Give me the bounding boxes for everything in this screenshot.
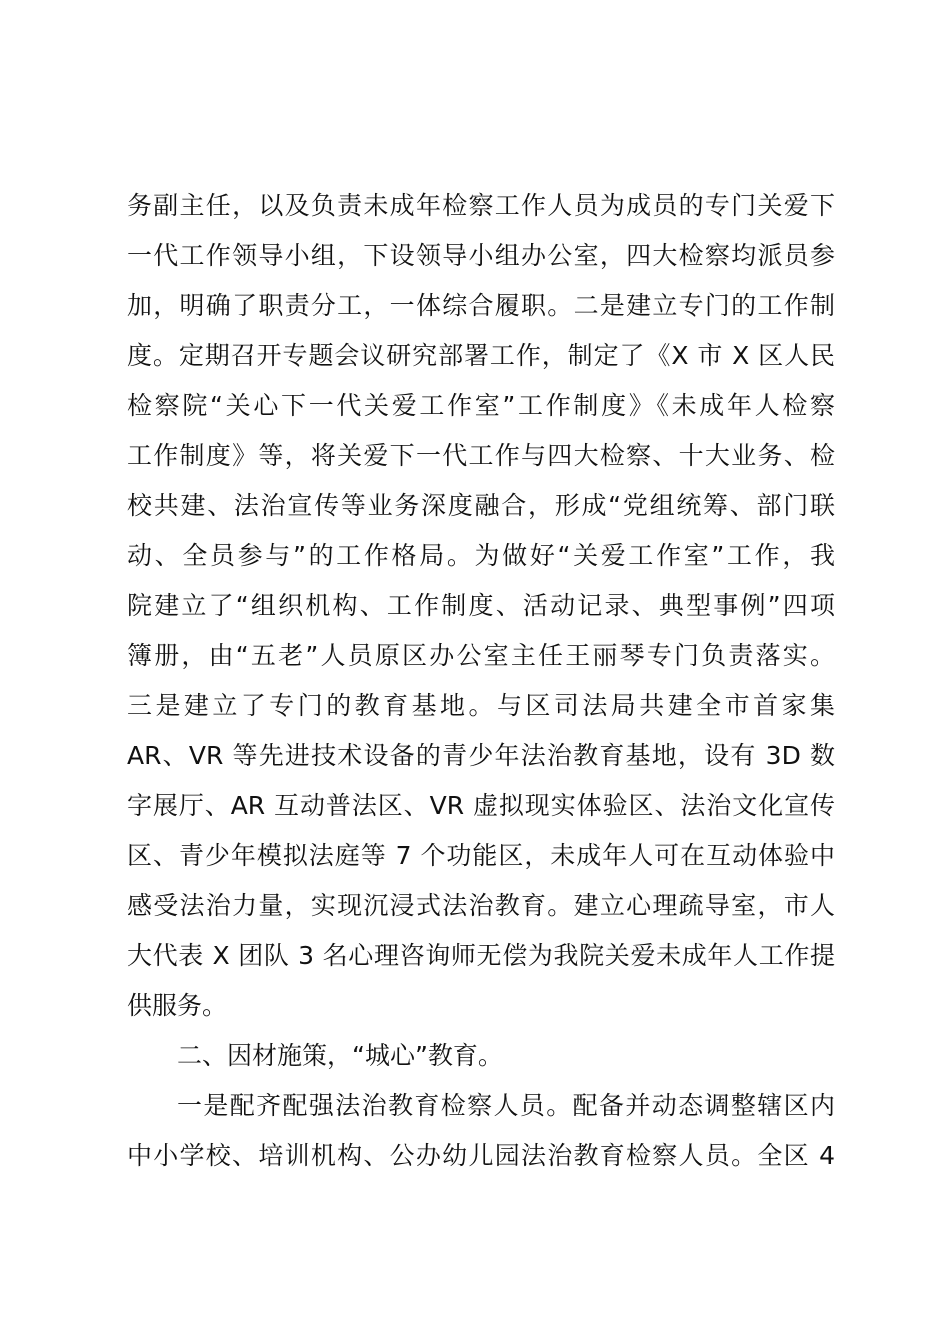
text-line: 字展厅、AR 互动普法区、VR 虚拟现实体验区、法治文化宣传 — [127, 791, 835, 820]
text-line: 感受法治力量，实现沉浸式法治教育。建立心理疏导室，市人 — [127, 891, 835, 920]
text-line: 院建立了“组织机构、工作制度、活动记录、典型事例”四项 — [127, 591, 835, 620]
text-line: 务副主任，以及负责未成年检察工作人员为成员的专门关爱下 — [127, 191, 835, 220]
text-line: AR、VR 等先进技术设备的青少年法治教育基地，设有 3D 数 — [127, 741, 835, 770]
text-line: 工作制度》等，将关爱下一代工作与四大检察、十大业务、检 — [127, 441, 835, 470]
text-line: 度。定期召开专题会议研究部署工作，制定了《X 市 X 区人民 — [127, 341, 835, 370]
text-line: 供服务。 — [127, 991, 228, 1020]
text-line: 三是建立了专门的教育基地。与区司法局共建全市首家集 — [127, 691, 835, 720]
heading-line: 二、因材施策，“城心”教育。 — [177, 1041, 503, 1070]
text-line: 中小学校、培训机构、公办幼儿园法治教育检察人员。全区 4 — [127, 1141, 835, 1170]
section-heading — [127, 1031, 835, 1081]
paragraph-3 — [127, 1081, 835, 1181]
text-line: 动、全员参与”的工作格局。为做好“关爱工作室”工作，我 — [127, 541, 835, 570]
text-line: 大代表 X 团队 3 名心理咨询师无偿为我院关爱未成年人工作提 — [127, 941, 835, 970]
text-line: 一是配齐配强法治教育检察人员。配备并动态调整辖区内 — [177, 1091, 835, 1120]
text-line: 加，明确了职责分工，一体综合履职。二是建立专门的工作制 — [127, 291, 835, 320]
text-line: 区、青少年模拟法庭等 7 个功能区，未成年人可在互动体验中 — [127, 841, 835, 870]
text-line: 校共建、法治宣传等业务深度融合，形成“党组统筹、部门联 — [127, 491, 835, 520]
text-line: 一代工作领导小组，下设领导小组办公室，四大检察均派员参 — [127, 241, 835, 270]
paragraph-1 — [127, 181, 835, 1031]
text-line: 检察院“关心下一代关爱工作室”工作制度》《未成年人检察 — [127, 391, 835, 420]
document-page — [127, 181, 835, 1181]
text-line: 簿册，由“五老”人员原区办公室主任王丽琴专门负责落实。 — [127, 641, 835, 670]
